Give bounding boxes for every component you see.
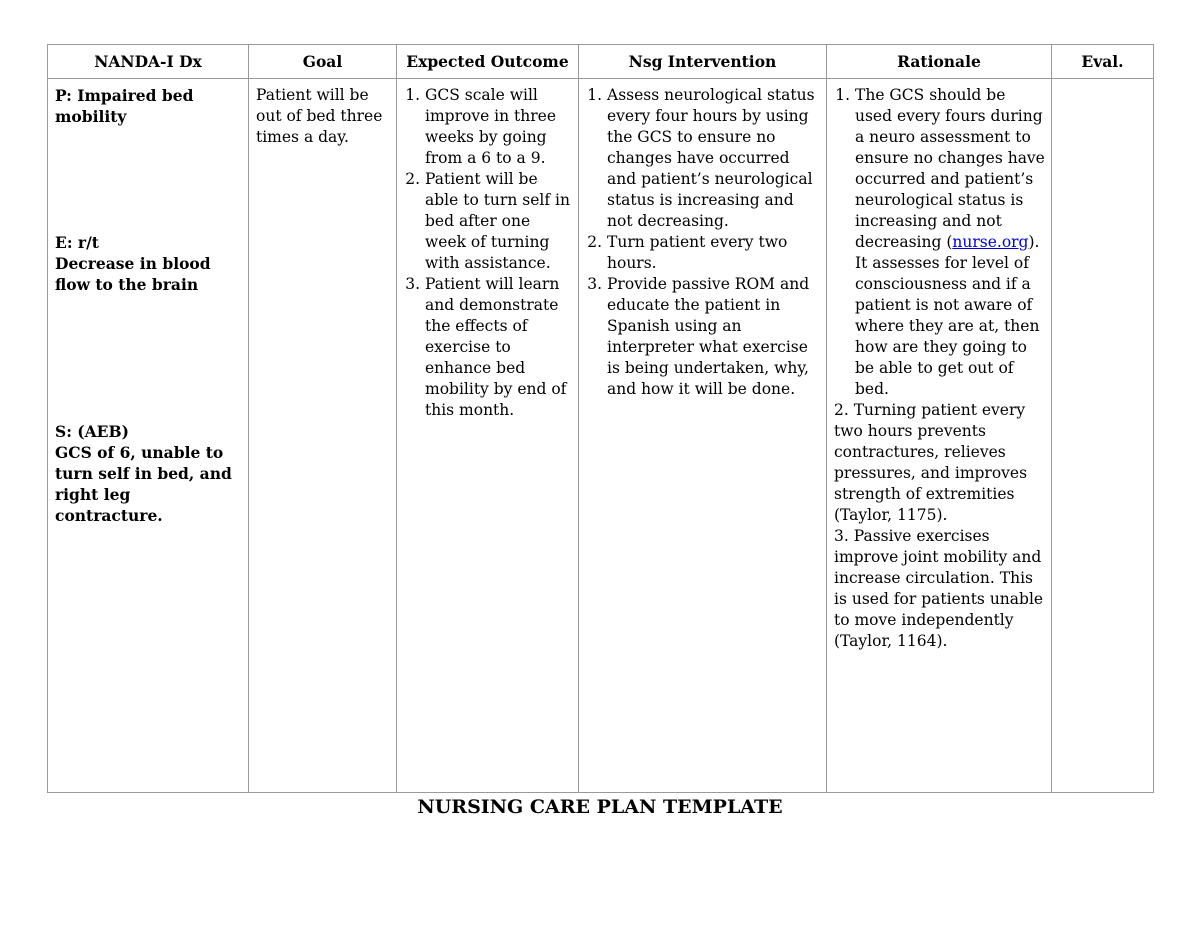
rationale-item-3: 3. Passive exercises improve joint mobility and increase circulation. This is used for patients unable to move independently (Taylor, 1164). (834, 527, 1044, 650)
dx-symptoms: S: (AEB) GCS of 6, unable to turn self in bed, and right leg contracture. (55, 422, 232, 525)
outcome-item: 1. GCS scale will improve in three weeks by going from a 6 to a 9. (425, 85, 572, 169)
care-plan-row (48, 79, 1154, 793)
intervention-item: 3. Provide passive ROM and educate the patient in Spanish using an interpreter what exercise is being undertaken, why, and how it will be done. (607, 274, 820, 400)
cell-expected-outcome (397, 79, 579, 793)
cell-rationale (827, 79, 1052, 793)
rationale-item-1: 1. The GCS should be used every fours during a neuro assessment to ensure no changes have occurred and patient’s neurological status is increasing and not decreasing (nurse.org). It assesses for level of consciousness and if a patient is not aware of where they are at, then how are they going to be able to get out of bed. (855, 85, 1045, 400)
header-nsg-intervention: Nsg Intervention (579, 45, 827, 79)
cell-eval (1052, 79, 1154, 793)
header-expected-outcome: Expected Outcome (397, 45, 579, 79)
care-plan-table (47, 44, 1154, 793)
header-nanda-dx: NANDA-I Dx (48, 45, 249, 79)
outcome-list (404, 85, 572, 421)
rationale-list (834, 85, 1045, 400)
dx-etiology: E: r/t Decrease in blood flow to the brain (55, 233, 211, 294)
header-row (48, 45, 1154, 79)
cell-goal: Patient will be out of bed three times a day. (249, 79, 397, 793)
intervention-list (586, 85, 820, 400)
dx-problem: P: Impaired bed mobility (55, 86, 194, 126)
intervention-item: 2. Turn patient every two hours. (607, 232, 820, 274)
header-goal: Goal (249, 45, 397, 79)
intervention-item: 1. Assess neurological status every four hours by using the GCS to ensure no changes have occurred and patient’s neurological status is increasing and not decreasing. (607, 85, 820, 232)
document-title: NURSING CARE PLAN TEMPLATE (417, 796, 783, 818)
cell-nsg-intervention (579, 79, 827, 793)
outcome-item: 3. Patient will learn and demonstrate the effects of exercise to enhance bed mobility by end of this month. (425, 274, 572, 421)
nurse-org-link[interactable]: nurse.org (952, 233, 1029, 251)
header-rationale: Rationale (827, 45, 1052, 79)
cell-nanda-dx (48, 79, 249, 793)
header-eval: Eval. (1052, 45, 1154, 79)
outcome-item: 2. Patient will be able to turn self in bed after one week of turning with assistance. (425, 169, 572, 274)
rationale-item-2: 2. Turning patient every two hours prevents contractures, relieves pressures, and improves strength of extremities (Taylor, 1175). (834, 401, 1028, 524)
